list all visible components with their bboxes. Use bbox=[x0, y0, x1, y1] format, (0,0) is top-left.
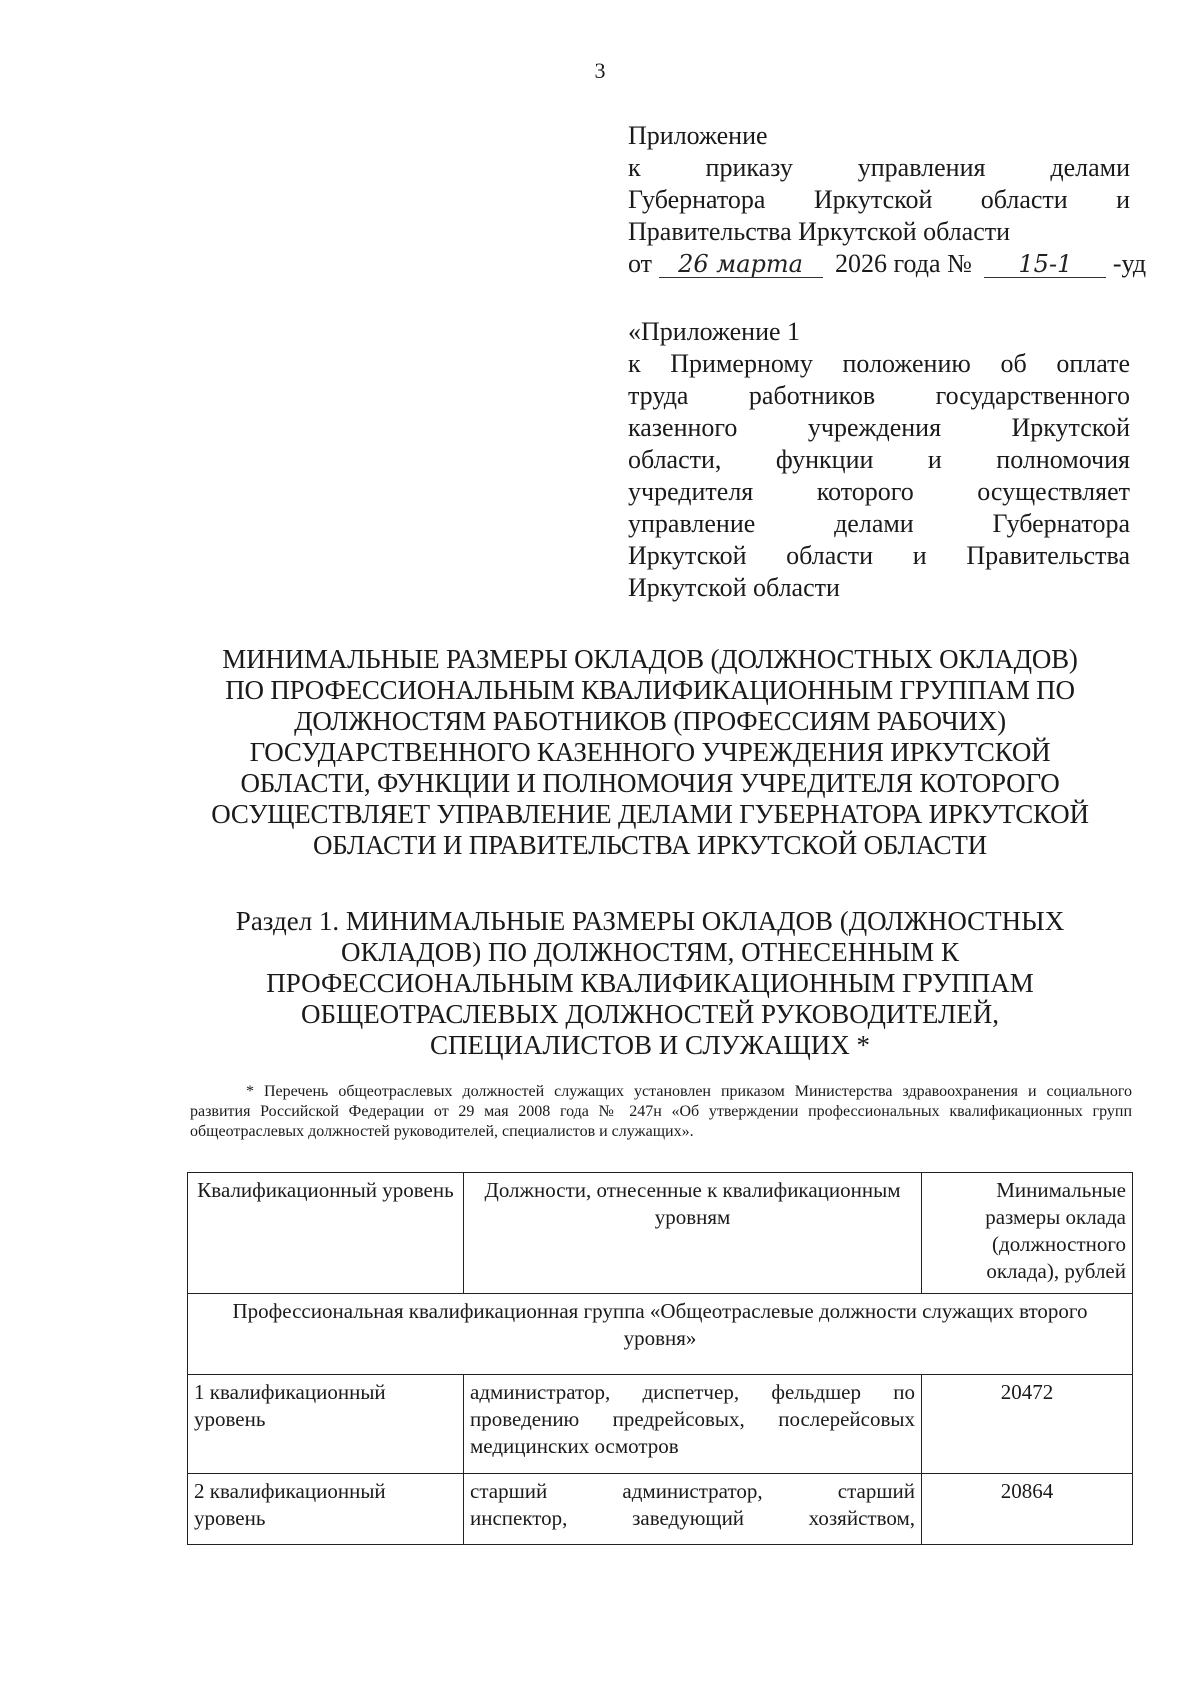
row-position-line: проведению предрейсовых, послерейсовых bbox=[470, 1407, 915, 1431]
document-title-line: МИНИМАЛЬНЫЕ РАЗМЕРЫ ОКЛАДОВ (ДОЛЖНОСТНЫХ ОКЛАДОВ) bbox=[222, 644, 1078, 674]
table-row bbox=[188, 1375, 1133, 1474]
header-min-salary-line: (должностного bbox=[992, 1232, 1126, 1256]
appendix-header-line: Приложение bbox=[628, 121, 768, 150]
table-header-row bbox=[188, 1173, 1133, 1294]
handwritten-order-number: 15-1 bbox=[984, 251, 1106, 278]
document-title-line: ДОЛЖНОСТЯМ РАБОТНИКОВ (ПРОФЕССИЯМ РАБОЧИХ) bbox=[294, 706, 1006, 736]
date-prefix: от bbox=[628, 249, 653, 278]
appendix-1-line: управление делами Губернатора bbox=[628, 509, 1130, 538]
row-positions bbox=[464, 1474, 922, 1545]
document-title-line: ГОСУДАРСТВЕННОГО КАЗЕННОГО УЧРЕЖДЕНИЯ ИРКУТСКОЙ bbox=[249, 737, 1051, 767]
document-title-line: ОБЛАСТИ И ПРАВИТЕЛЬСТВА ИРКУТСКОЙ ОБЛАСТИ bbox=[313, 830, 987, 860]
appendix-1-line: области, функции и полномочия bbox=[628, 445, 1130, 474]
row-level: 2 квалификационный уровень bbox=[188, 1474, 464, 1545]
header-positions: Должности, отнесенные к квалификационным уровням bbox=[464, 1173, 922, 1294]
section-title-line: ОКЛАДОВ) ПО ДОЛЖНОСТЯМ, ОТНЕСЕННЫМ К bbox=[341, 937, 959, 967]
row-min-salary: 20472 bbox=[922, 1375, 1133, 1474]
section-title-line: Раздел 1. МИНИМАЛЬНЫЕ РАЗМЕРЫ ОКЛАДОВ (ДОЛЖНОСТНЫХ bbox=[235, 906, 1065, 936]
header-min-salary-line: размеры оклада bbox=[985, 1205, 1126, 1229]
group-row bbox=[188, 1294, 1133, 1375]
row-level: 1 квалификационный уровень bbox=[188, 1375, 464, 1474]
appendix-header-line: Правительства Иркутской области bbox=[628, 217, 1011, 246]
appendix-1-reference bbox=[628, 316, 1130, 604]
appendix-header-line: Губернатора Иркутской области и bbox=[628, 185, 1130, 214]
document-title-line: ОСУЩЕСТВЛЯЕТ УПРАВЛЕНИЕ ДЕЛАМИ ГУБЕРНАТОРА ИРКУТСКОЙ bbox=[211, 799, 1089, 829]
order-date-row bbox=[628, 248, 1147, 280]
appendix-1-line: казенного учреждения Иркутской bbox=[628, 413, 1130, 442]
row-position-line: медицинских осмотров bbox=[470, 1434, 679, 1458]
page-number: 3 bbox=[594, 58, 606, 83]
header-min-salary-line: Минимальные bbox=[996, 1178, 1126, 1202]
appendix-header bbox=[628, 120, 1147, 280]
section-title-line: СПЕЦИАЛИСТОВ И СЛУЖАЩИХ * bbox=[430, 1030, 870, 1060]
row-position-line: администратор, диспетчер, фельдшер по bbox=[470, 1380, 915, 1404]
handwritten-date: 26 марта bbox=[659, 251, 823, 278]
document-title-line: ОБЛАСТИ, ФУНКЦИИ И ПОЛНОМОЧИЯ УЧРЕДИТЕЛЯ КОТОРОГО bbox=[240, 768, 1060, 798]
appendix-1-line: учредителя которого осуществляет bbox=[628, 477, 1130, 506]
section-title-line: ОБЩЕОТРАСЛЕВЫХ ДОЛЖНОСТЕЙ РУКОВОДИТЕЛЕЙ, bbox=[300, 999, 1000, 1029]
number-suffix: -уд bbox=[1112, 249, 1147, 278]
date-suffix: 2026 года № bbox=[835, 249, 972, 278]
salary-table bbox=[187, 1172, 1133, 1545]
document-title-line: ПО ПРОФЕССИОНАЛЬНЫМ КВАЛИФИКАЦИОННЫМ ГРУППАМ ПО bbox=[225, 675, 1075, 705]
professional-group-title: Профессиональная квалификационная группа «Общеотраслевые должности служащих второго уровня» bbox=[188, 1294, 1133, 1375]
row-position-line: старший администратор, старший bbox=[470, 1479, 915, 1503]
document-title bbox=[170, 644, 1130, 861]
header-qualification-level: Квалификационный уровень bbox=[188, 1173, 464, 1294]
header-min-salary-line: оклада), рублей bbox=[986, 1259, 1126, 1283]
section-title bbox=[200, 906, 1100, 1061]
appendix-1-line: Иркутской области и Правительства bbox=[628, 541, 1130, 570]
footnote: * Перечень общеотраслевых должностей служащих установлен приказом Министерства здравоохранения и социального развития Российской Федерации от 29 мая 2008 года № 247н «Об утверждении профессиональных квалификационных групп общеотраслевых должностей руководителей, специалистов и служащих». bbox=[190, 1083, 1132, 1140]
appendix-1-line: труда работников государственного bbox=[628, 381, 1130, 410]
appendix-1-line: Иркутской области bbox=[628, 573, 840, 602]
appendix-1-line: «Приложение 1 bbox=[628, 317, 801, 346]
section-title-line: ПРОФЕССИОНАЛЬНЫМ КВАЛИФИКАЦИОННЫМ ГРУППАМ bbox=[266, 968, 1034, 998]
row-positions bbox=[464, 1375, 922, 1474]
table-row bbox=[188, 1474, 1133, 1545]
row-position-line: инспектор, заведующий хозяйством, bbox=[470, 1506, 915, 1530]
header-min-salary bbox=[922, 1173, 1133, 1294]
appendix-header-line: к приказу управления делами bbox=[628, 153, 1130, 182]
row-min-salary: 20864 bbox=[922, 1474, 1133, 1545]
appendix-1-line: к Примерному положению об оплате bbox=[628, 349, 1130, 378]
